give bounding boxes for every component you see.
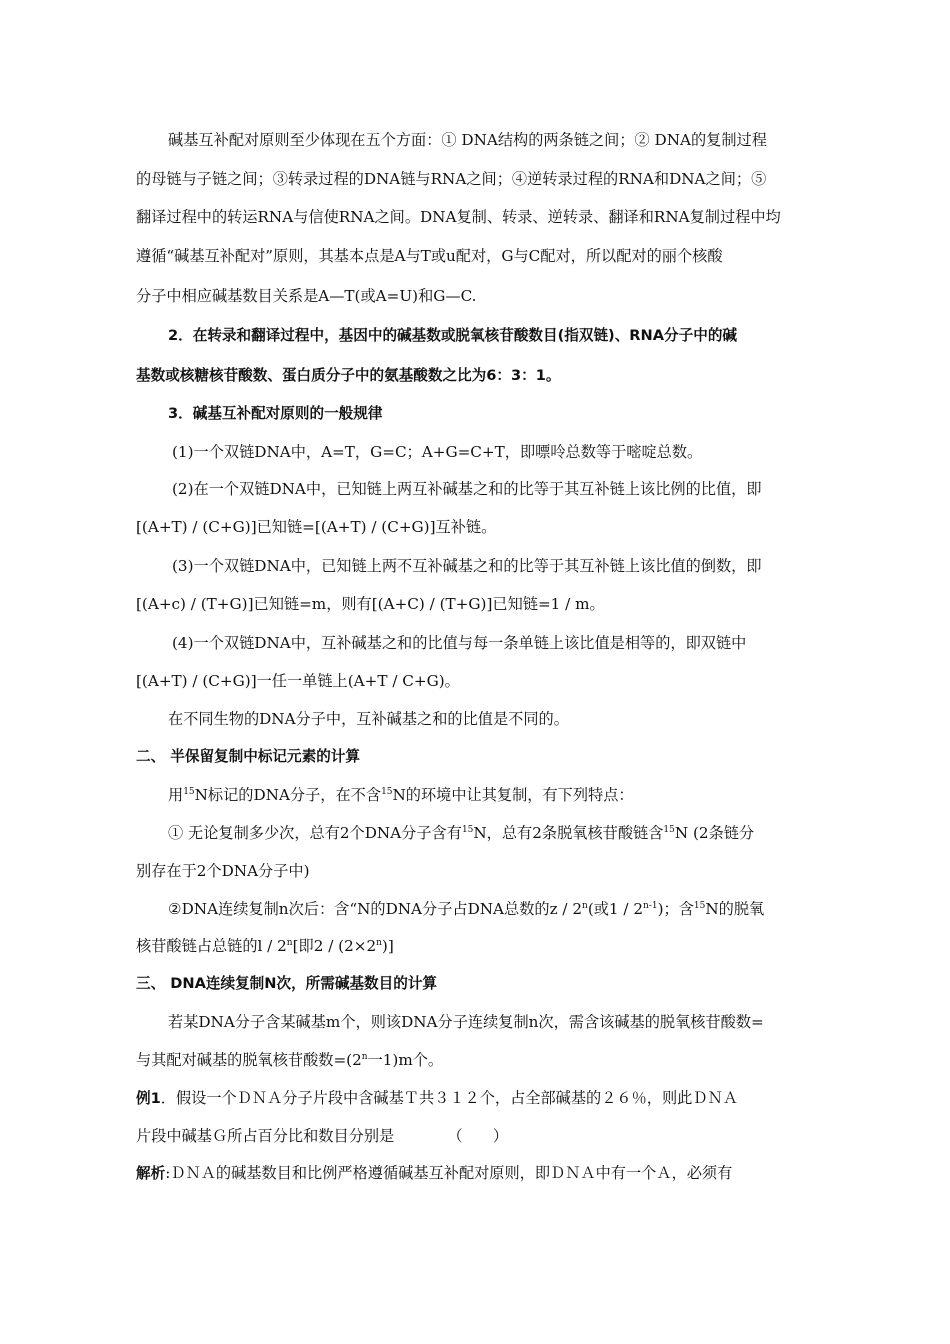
text: N标记的DNA分子，在不含 xyxy=(194,786,382,804)
text: N的脱氧 xyxy=(705,900,765,918)
example-1-cont: 片段中碱基Ｇ所占百分比和数目分别是 （ ） xyxy=(136,1127,509,1145)
text: ②DNA连续复制n次后：含“N的DNA分子占DNA总数的z / 2 xyxy=(168,900,583,918)
superscript: n-1 xyxy=(643,900,658,911)
paragraph-line: 别存在于2个DNA分子中) xyxy=(136,862,310,880)
paragraph-line: 翻译过程中的转运RNA与信使RNA之间。DNA复制、转录、逆转录、翻译和RNA复制过程中均 xyxy=(136,208,781,226)
bold-point-2: 2．在转录和翻译过程中，基因中的碱基数或脱氧核苷酸数目(指双链)、RNA分子中的碱 xyxy=(168,327,738,344)
text: )；含 xyxy=(657,900,694,918)
text: 核苷酸链占总链的l / 2 xyxy=(136,937,287,955)
rule-1: (1)一个双链DNA中，A=T，G=C；A+G=C+T，即嘌呤总数等于嘧啶总数。 xyxy=(172,443,703,461)
section-heading-3: 3．碱基互补配对原则的一般规律 xyxy=(168,405,383,422)
analysis-label: 解析 xyxy=(136,1165,166,1182)
superscript: 15 xyxy=(183,786,195,797)
superscript: n xyxy=(361,1051,368,1062)
text: 一1)m个。 xyxy=(367,1051,444,1069)
paragraph-line: 在不同生物的DNA分子中，互补碱基之和的比值是不同的。 xyxy=(168,710,569,728)
text: [即2 / (2×2 xyxy=(292,937,377,955)
paragraph-line: 的母链与子链之间；③转录过程的DNA链与RNA之间；④逆转录过程的RNA和DNA之间；⑤ xyxy=(136,170,767,188)
superscript: 15 xyxy=(381,786,393,797)
section-heading-2: 二、 半保留复制中标记元素的计算 xyxy=(136,748,360,765)
superscript: n xyxy=(376,937,382,948)
superscript: 15 xyxy=(663,824,675,835)
superscript: n xyxy=(286,937,293,948)
superscript: n xyxy=(582,900,588,911)
rule-3-formula: [(A+c) / (T+G)]已知链=m，则有[(A+C) / (T+G)]已知链=1 / m。 xyxy=(136,595,605,613)
text: N (2条链分 xyxy=(674,824,755,842)
text: ① 无论复制多少次，总有2个DNA分子含有 xyxy=(168,824,462,842)
rule-3: (3)一个双链DNA中，已知链上两不互补碱基之和的比等于其互补链上该比值的倒数，即 xyxy=(172,557,762,575)
paragraph-line xyxy=(168,899,816,919)
text: )] xyxy=(381,937,394,955)
example-1 xyxy=(136,1088,816,1109)
text: 用 xyxy=(168,786,184,804)
paragraph-line xyxy=(168,823,816,843)
superscript: 15 xyxy=(693,900,706,911)
rule-2-formula: [(A+T) / (C+G)]已知链=[(A+T) / (C+G)]互补链。 xyxy=(136,518,497,536)
paragraph-line xyxy=(168,785,816,805)
paragraph-line: 若某DNA分子含某碱基m个，则该DNA分子连续复制n次，需含该碱基的脱氧核苷酸数= xyxy=(168,1013,764,1031)
text: :ＤＮＡ的碱基数目和比例严格遵循碱基互补配对原则，即ＤＮＡ中有一个Ａ，必须有 xyxy=(165,1164,733,1182)
paragraph-line xyxy=(136,936,816,956)
bold-point-2-cont: 基数或核糖核苷酸数、蛋白质分子中的氨基酸数之比为6：3：1。 xyxy=(136,367,561,384)
section-heading-3-calc: 三、 DNA连续复制N次，所需碱基数目的计算 xyxy=(136,975,438,992)
text: ．假设一个ＤＮＡ分子片段中含碱基Ｔ共３１２个，占全部碱基的２６％，则此ＤＮＡ xyxy=(160,1089,738,1107)
rule-4-formula: [(A+T) / (C+G)]一任一单链上(A+T / C+G)。 xyxy=(136,672,460,690)
superscript: 15 xyxy=(461,824,474,835)
analysis xyxy=(136,1163,816,1184)
paragraph-line: 分子中相应碱基数目关系是A—T(或A=U)和G—C. xyxy=(136,287,477,305)
rule-2: (2)在一个双链DNA中，已知链上两互补碱基之和的比等于其互补链上该比例的比值，即 xyxy=(172,480,762,498)
rule-4: (4)一个双链DNA中，互补碱基之和的比值与每一条单链上该比值是相等的，即双链中 xyxy=(172,634,747,652)
paragraph-line xyxy=(136,1050,816,1070)
text: N，总有2条脱氧核苷酸链含 xyxy=(473,824,664,842)
text: N的环境中让其复制，有下列特点： xyxy=(392,786,634,804)
text: (或1 / 2 xyxy=(587,900,644,918)
example-label: 例1 xyxy=(136,1090,161,1107)
text: 与其配对碱基的脱氧核苷酸数=(2 xyxy=(136,1051,362,1069)
paragraph-line: 遵循“碱基互补配对”原则，其基本点是A与T或u配对，G与C配对，所以配对的丽个核酸 xyxy=(136,247,723,265)
paragraph-line: 碱基互补配对原则至少体现在五个方面：① DNA结构的两条链之间；② DNA的复制过程 xyxy=(168,131,767,149)
